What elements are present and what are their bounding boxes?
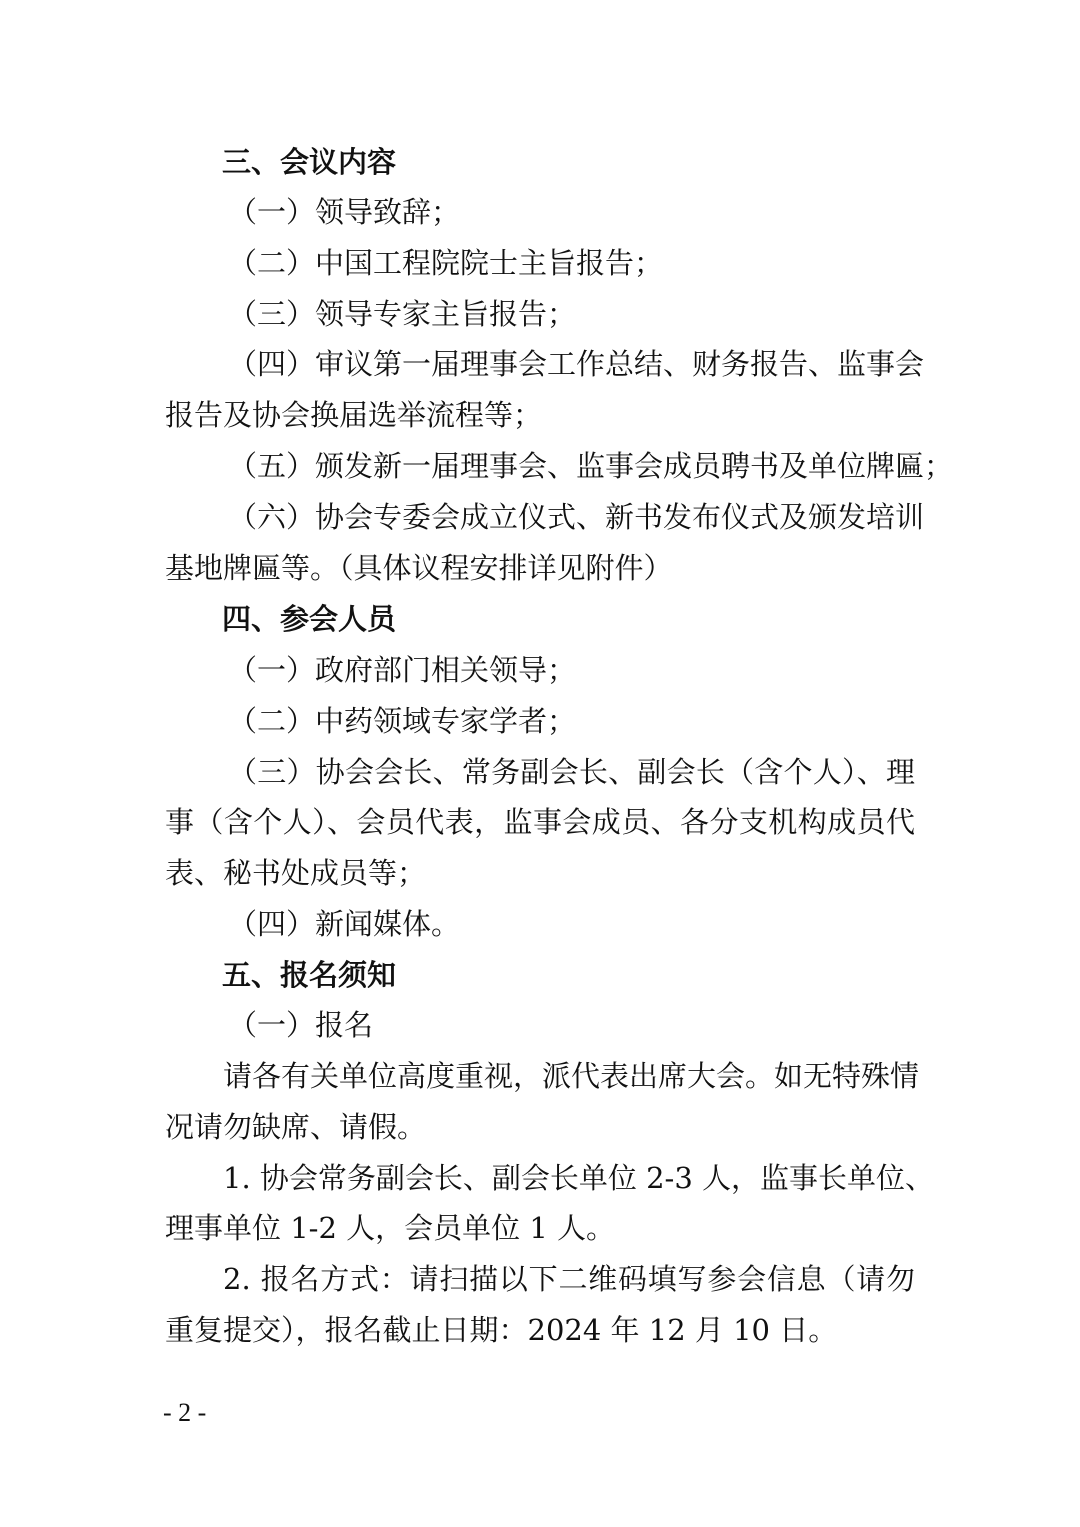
paragraph-line: 请各有关单位高度重视，派代表出席大会。如无特殊情 <box>223 1059 920 1093</box>
list-item: （一）政府部门相关领导； <box>228 653 577 687</box>
paragraph-line: 理事单位 1-2 人，会员单位 1 人。 <box>165 1211 616 1245</box>
list-item: （三）领导专家主旨报告； <box>228 297 577 331</box>
list-item: （三）协会会长、常务副会长、副会长（含个人）、理 <box>228 755 915 789</box>
list-item: （四）新闻媒体。 <box>228 907 461 941</box>
section-heading-meeting-content: 三、会议内容 <box>222 145 397 179</box>
subsection-heading: （一）报名 <box>228 1008 374 1042</box>
list-item-continuation: 事（含个人）、会员代表，监事会成员、各分支机构成员代 <box>165 805 915 839</box>
paragraph-line: 况请勿缺席、请假。 <box>165 1110 427 1144</box>
list-item: （六）协会专委会成立仪式、新书发布仪式及颁发培训 <box>228 500 925 534</box>
page-number: - 2 - <box>163 1398 207 1427</box>
list-item: （四）审议第一届理事会工作总结、财务报告、监事会 <box>228 347 925 381</box>
paragraph-line: 1. 协会常务副会长、副会长单位 2-3 人，监事长单位、 <box>223 1161 935 1195</box>
list-item: （五）颁发新一届理事会、监事会成员聘书及单位牌匾； <box>228 449 954 483</box>
list-item-continuation: 报告及协会换届选举流程等； <box>165 398 543 432</box>
list-item: （二）中药领域专家学者； <box>228 704 577 738</box>
list-item-continuation: 基地牌匾等。（具体议程安排详见附件） <box>165 551 673 585</box>
paragraph-line: 重复提交），报名截止日期：2024 年 12 月 10 日。 <box>165 1313 838 1347</box>
section-heading-attendees: 四、参会人员 <box>222 602 397 636</box>
list-item: （二）中国工程院院士主旨报告； <box>228 246 664 280</box>
list-item: （一）领导致辞； <box>228 195 461 229</box>
section-heading-registration: 五、报名须知 <box>222 958 397 992</box>
list-item-continuation: 表、秘书处成员等； <box>165 856 427 890</box>
paragraph-line: 2. 报名方式：请扫描以下二维码填写参会信息（请勿 <box>223 1262 915 1296</box>
